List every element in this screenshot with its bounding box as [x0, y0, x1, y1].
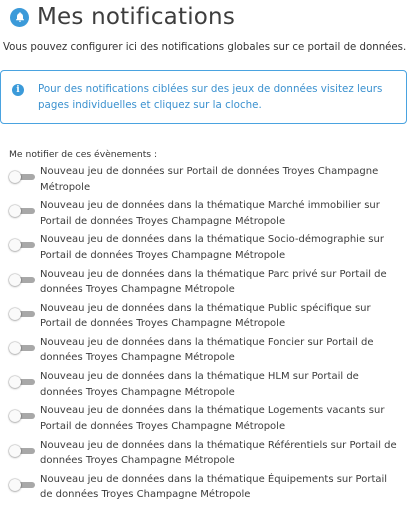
bell-icon	[10, 8, 29, 27]
toggle-knob	[9, 445, 21, 457]
notification-item	[0, 333, 409, 367]
notification-item	[0, 470, 409, 504]
notification-item	[0, 299, 409, 333]
notification-label: Nouveau jeu de données dans la thématique HLM sur Portail de données Troyes Champagne Métropole	[40, 371, 359, 398]
notification-toggle[interactable]	[9, 410, 35, 422]
notification-label: Nouveau jeu de données dans la thématique Référentiels sur Portail de données Troyes Champagne Métropole	[40, 439, 397, 466]
notification-item	[0, 230, 409, 264]
toggle-knob	[9, 171, 21, 183]
notification-label: Nouveau jeu de données sur Portail de données Troyes Champagne Métropole	[40, 166, 379, 193]
notification-label: Nouveau jeu de données dans la thématique Socio-démographie sur Portail de données Troyes Champagne Métropole	[40, 234, 384, 261]
notification-item	[0, 436, 409, 470]
toggle-knob	[9, 239, 21, 251]
notification-toggle[interactable]	[9, 445, 35, 457]
notification-toggle[interactable]	[9, 342, 35, 354]
notification-toggle[interactable]	[9, 205, 35, 217]
notification-toggle[interactable]	[9, 308, 35, 320]
notification-item	[0, 162, 409, 196]
notification-item	[0, 196, 409, 230]
info-alert-text: Pour des notifications ciblées sur des jeux de données visitez leurs pages individuelles et cliquez sur la cloche.	[38, 83, 383, 111]
toggle-knob	[9, 342, 21, 354]
notification-label: Nouveau jeu de données dans la thématique Logements vacants sur Portail de données Troyes Champagne Métropole	[40, 405, 385, 432]
notification-label: Nouveau jeu de données dans la thématique Marché immobilier sur Portail de données Troyes Champagne Métropole	[40, 200, 380, 227]
toggle-knob	[9, 274, 21, 286]
notification-list	[0, 162, 409, 504]
notification-label: Nouveau jeu de données dans la thématique Public spécifique sur Portail de données Troyes Champagne Métropole	[40, 302, 371, 330]
page-title: Mes notifications	[37, 4, 236, 30]
notification-toggle[interactable]	[9, 171, 35, 183]
notification-toggle[interactable]	[9, 274, 35, 286]
toggle-knob	[9, 205, 21, 217]
page-header	[10, 2, 235, 32]
info-alert	[0, 70, 407, 124]
notification-label: Nouveau jeu de données dans la thématique Foncier sur Portail de données Troyes Champagne Métropole	[40, 336, 374, 364]
notification-item	[0, 265, 409, 299]
toggle-knob	[9, 410, 21, 422]
toggle-knob	[9, 308, 21, 320]
notification-item	[0, 367, 409, 401]
notification-toggle[interactable]	[9, 376, 35, 388]
toggle-knob	[9, 479, 21, 491]
info-icon: i	[12, 84, 24, 96]
notification-toggle[interactable]	[9, 479, 35, 491]
toggle-knob	[9, 376, 21, 388]
notification-toggle[interactable]	[9, 239, 35, 251]
notification-label: Nouveau jeu de données dans la thématique Parc privé sur Portail de données Troyes Champagne Métropole	[40, 268, 387, 296]
notification-label: Nouveau jeu de données dans la thématique Équipements sur Portail de données Troyes Champagne Métropole	[40, 473, 388, 501]
section-label: Me notifier de ces évènements :	[9, 149, 158, 160]
notification-item	[0, 401, 409, 435]
intro-text: Vous pouvez configurer ici des notifications globales sur ce portail de données.	[3, 42, 407, 53]
